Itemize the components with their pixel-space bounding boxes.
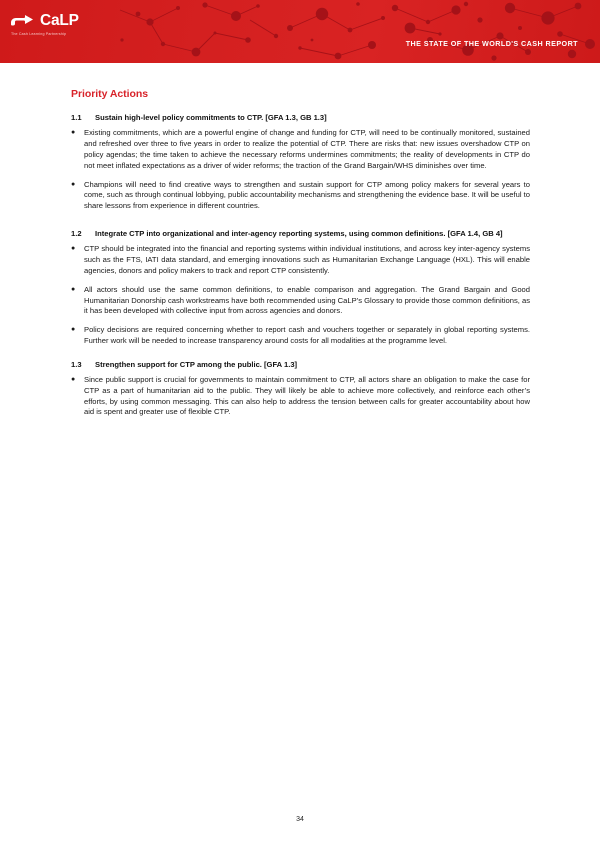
list-item xyxy=(71,244,530,276)
page-header xyxy=(0,0,600,63)
subsection-title: Sustain high-level policy commitments to CTP. [GFA 1.3, GB 1.3] xyxy=(95,113,327,122)
calp-logo xyxy=(10,13,79,36)
subsection-number: 1.1 xyxy=(71,113,82,122)
subsection-heading-1-2 xyxy=(71,229,530,239)
logo-wordmark: CaLP xyxy=(40,12,79,30)
bullet-marker: ● xyxy=(71,326,76,334)
bullet-text: CTP should be integrated into the financial and reporting systems within individual institutions, and across key inter-agency systems such as the FTS, IATI data standard, and emerging innovations such as Humanitarian Exchange Language (HXL). This will enable agencies, donors and policy makers to track and report CTP consistently. xyxy=(84,244,530,275)
bullet-marker: ● xyxy=(71,180,76,188)
bullet-text: All actors should use the same common definitions, to enable comparison and aggregation. The Grand Bargain and Good Humanitarian Donorship cash workstreams have both recommended using CaLP’s Glossary to provide those common definitions, as it has been developed with collective input from across agencies and donors. xyxy=(84,284,530,316)
list-item xyxy=(71,180,530,212)
bullet-marker: ● xyxy=(71,245,76,253)
list-item xyxy=(71,375,530,418)
report-title: THE STATE OF THE WORLD'S CASH REPORT xyxy=(405,39,578,48)
bullet-text: Champions will need to find creative ways to strengthen and sustain support for CTP among policy makers for several years to come, such as through continual lobbying, public accountability mechanisms and strengthening the evidence base. It will be useful to share lessons from experience in different countries. xyxy=(84,179,530,211)
subsection-number: 1.2 xyxy=(71,228,82,238)
subsection-number: 1.3 xyxy=(71,359,82,369)
subsection-title: Integrate CTP into organizational and inter-agency reporting systems, using common definitions. [GFA 1.4, GB 4] xyxy=(95,228,503,238)
bullet-marker: ● xyxy=(71,376,76,384)
page-title: Priority Actions xyxy=(71,88,148,100)
bullet-text: Policy decisions are required concerning whether to report cash and vouchers together or separately in global reporting systems. Further work will be needed to increase transparency around costs for all modalities at the programme level. xyxy=(84,325,530,345)
header-network-pattern xyxy=(0,0,600,63)
bullet-marker: ● xyxy=(71,285,76,293)
subsection-title: Strengthen support for CTP among the public. [GFA 1.3] xyxy=(95,359,298,369)
list-item xyxy=(71,128,530,171)
page-body xyxy=(0,63,600,848)
bullet-text: Since public support is crucial for governments to maintain commitment to CTP, all actors share an obligation to make the case for CTP as a part of humanitarian aid to the public. They will likely be able to achieve more collectively, and reinforce each other’s efforts, by using common messaging. This can also help to address the tension between calls for greater accountability about how aid is spent and greater use of flexible CTP. xyxy=(84,375,530,417)
bullet-marker: ● xyxy=(71,129,76,137)
logo-row xyxy=(10,13,79,29)
hand-arrow-icon xyxy=(10,13,36,29)
content-column xyxy=(71,88,530,426)
list-item xyxy=(71,285,530,317)
subsection-heading-1-3 xyxy=(71,360,530,370)
list-item xyxy=(71,325,530,347)
section-spacer xyxy=(71,220,530,229)
logo-tagline: The Cash Learning Partnership xyxy=(11,31,67,36)
subsection-heading-1-1 xyxy=(71,113,530,123)
page-number: 34 xyxy=(296,816,304,823)
bullet-text: Existing commitments, which are a powerful engine of change and funding for CTP, will need to be continually monitored, sustained and refreshed over three to five years in order to realize the potential of CTP. There are risks that: new issues overshadow CTP on policy agendas; the time taken to achieve the necessary reforms undermines commitments; the reality of developments in CTP do not meet inflated expectations as a driver of wider reforms; the traction of the Grand Bargain/WHS diminishes over time. xyxy=(84,128,530,170)
